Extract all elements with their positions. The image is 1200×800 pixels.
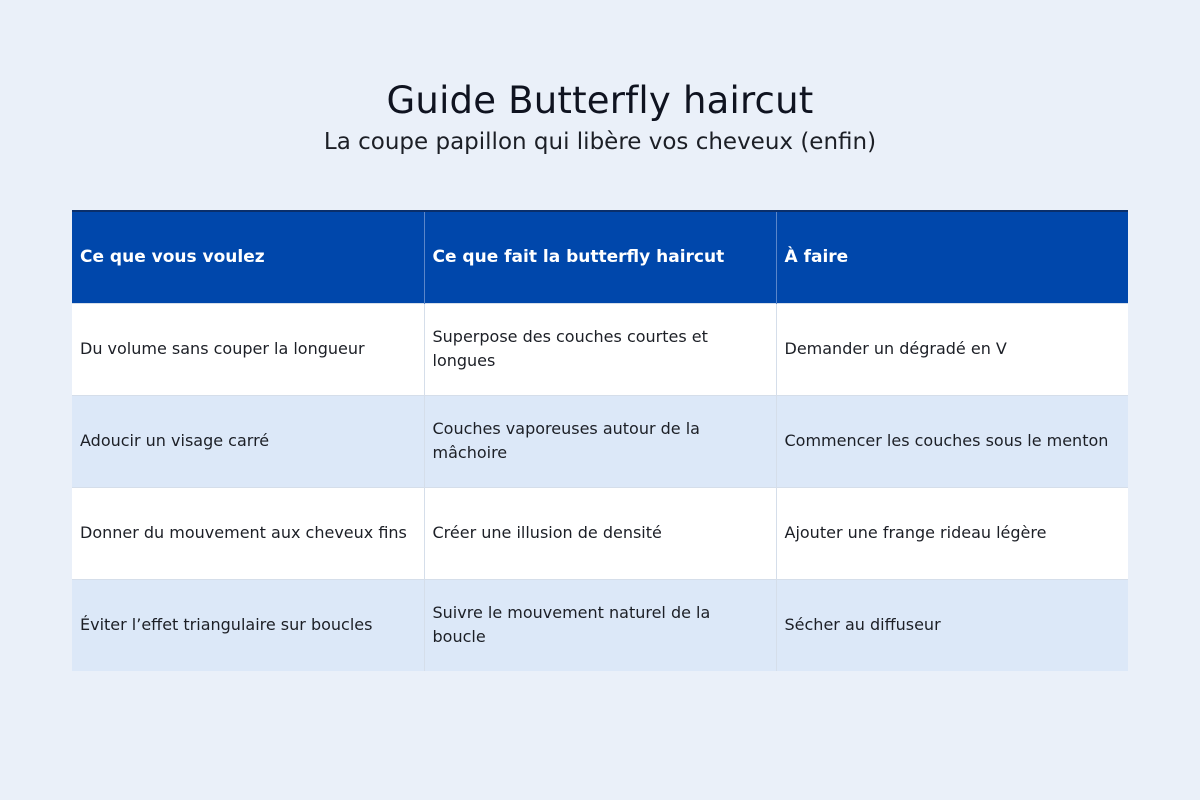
guide-table-container (72, 210, 1128, 671)
page-title: Guide Butterfly haircut (386, 79, 814, 122)
table-row (72, 579, 1128, 671)
column-header-want: Ce que vous voulez (72, 211, 424, 303)
page-header (0, 78, 1200, 160)
column-header-effect: Ce que fait la butterfly haircut (424, 211, 776, 303)
table-cell: Couches vaporeuses autour de la mâchoire (424, 395, 776, 487)
table-cell: Commencer les couches sous le menton (776, 395, 1128, 487)
table-cell: Donner du mouvement aux cheveux fins (72, 487, 424, 579)
table-cell: Suivre le mouvement naturel de la boucle (424, 579, 776, 671)
table-cell: Créer une illusion de densité (424, 487, 776, 579)
guide-table (72, 210, 1128, 671)
table-cell: Éviter l’effet triangulaire sur boucles (72, 579, 424, 671)
table-cell: Demander un dégradé en V (776, 303, 1128, 395)
table-header-row (72, 211, 1128, 303)
page-subtitle: La coupe papillon qui libère vos cheveux (enfin) (323, 129, 877, 155)
column-header-todo: À faire (776, 211, 1128, 303)
table-row (72, 487, 1128, 579)
table-cell: Ajouter une frange rideau légère (776, 487, 1128, 579)
table-cell: Superpose des couches courtes et longues (424, 303, 776, 395)
table-row (72, 395, 1128, 487)
table-cell: Du volume sans couper la longueur (72, 303, 424, 395)
table-cell: Sécher au diffuseur (776, 579, 1128, 671)
table-cell: Adoucir un visage carré (72, 395, 424, 487)
table-row (72, 303, 1128, 395)
